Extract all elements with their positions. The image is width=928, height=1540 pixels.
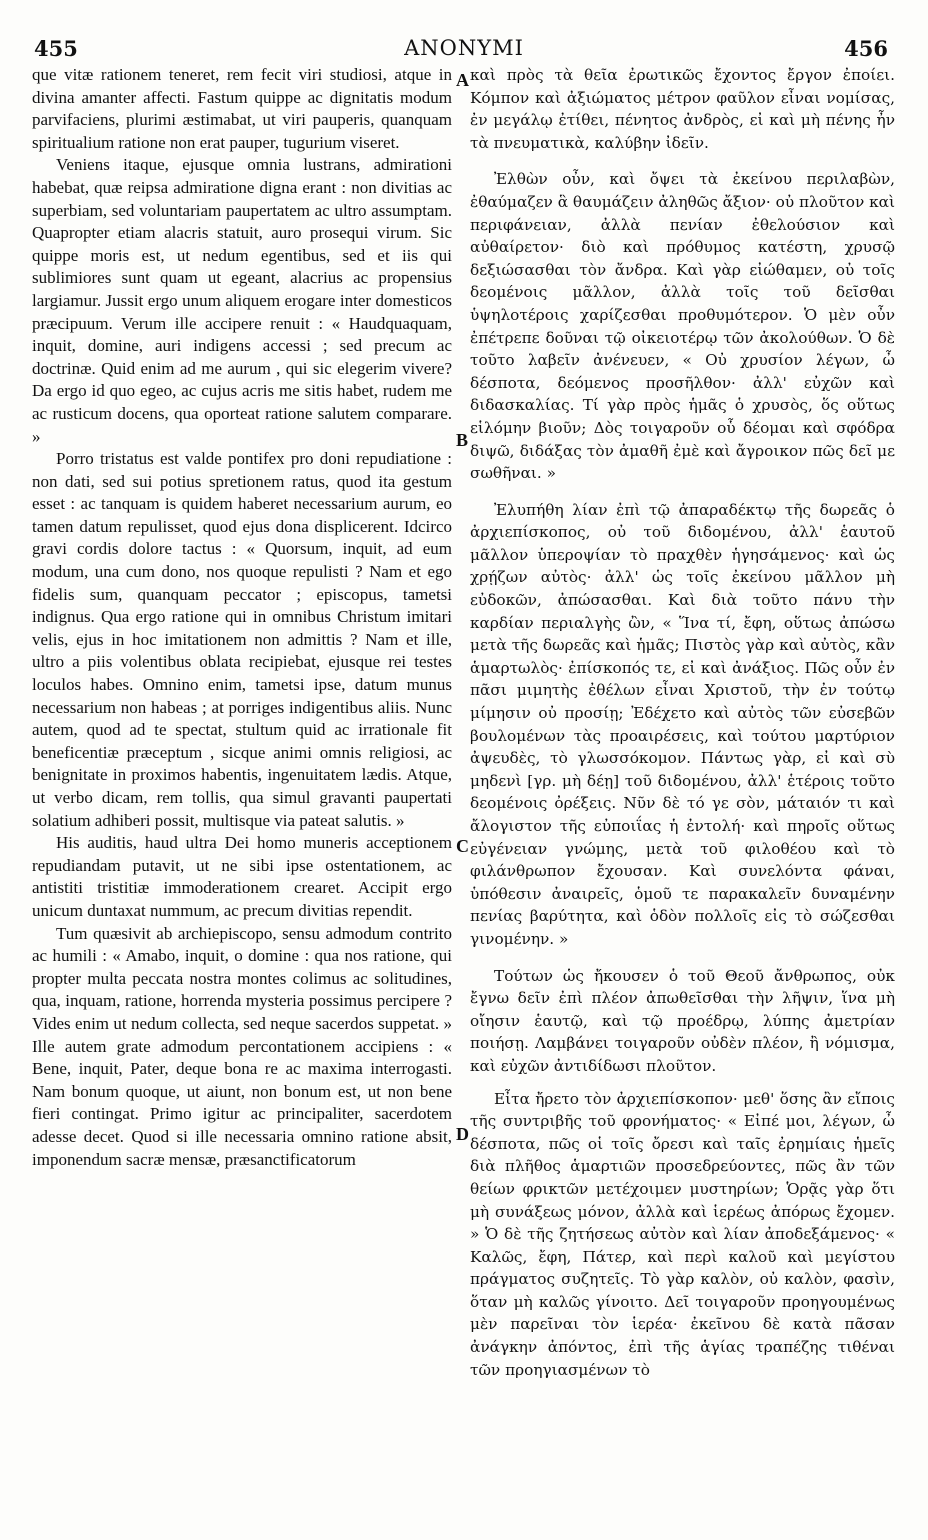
- greek-column: [470, 64, 895, 1381]
- greek-paragraph: Εἶτα ἤρετο τὸν ἀρχιεπίσκοπον· μεθ' ὅσης ἂν εἴποις τῆς συντριβῆς τοῦ φρονήματος· « Εἰπέ μοι, λέγων, ὦ δέσποτα, πῶς οἱ τοῖς ὄρεσι καὶ ταῖς ἐρημίαις ἡμεῖς διὰ πλῆθος ἁμαρτιῶν προσεδρεύοντες, πῶς ἂν τῶν θείων φρικτῶν μετέχοιμεν μυστηρίων; Ὁρᾷς γὰρ ὅτι μὴ συνάξεως μόνον, ἀλλὰ καὶ ἱερέως ἀπόρως ἔχομεν. » Ὁ δὲ τῆς ζητήσεως αὐτὸν καὶ λίαν ἀποδεξάμενος· « Καλῶς, ἔφη, Πάτερ, καὶ περὶ καλοῦ καὶ μεγίστου πράγματος συζητεῖς. Τὸ γὰρ καλὸν, οὐ καλὸν, φασὶν, ὅταν μὴ καλῶς γίνοιτο. Δεῖ τοιγαροῦν προηγουμένως μὲν παρεῖναι τὸν ἱερέα· ἐκεῖνου δὲ κατὰ πᾶσαν ἀνάγκην ἀπόντος, ἐπὶ τῆς ἁγίας τραπέζης τιθέναι τῶν προηγιασμένων τὸ: [470, 1089, 895, 1379]
- latin-paragraph: Veniens itaque, ejusque omnia lustrans, admirationi habebat, quæ reipsa admiratione digna erant : non divitias ac superbiam, sed voluntariam paupertatem ac ultro assumptam. Quapropter etiam alacris statuit, auro prosequi virum. Sic quippe moris est, ut nedum egentibus, sed et iis qui sublimiores sunt quam ut egeant, alacrius ac propensius largiamur. Jussit ergo unum aliquem erogare inter domesticos præcipuum. Verum ille accipere renuit : « Haudquaquam, inquit, domine, auri indigens accessi ; sed precum ac doctrinæ. Quid enim ad me aurum , qui sic elegerim vivere? Da ergo id quo egeo, ac cujus acris me sitis habet, rudem me ac rusticum docens, qua oporteat ratione salutem comparare. »: [32, 155, 452, 446]
- page-number-left: 455: [34, 36, 78, 61]
- greek-paragraph: Ἐλυπήθη λίαν ἐπὶ τῷ ἀπαραδέκτῳ τῆς δωρεᾶς ὁ ἀρχιεπίσκοπος, οὐ τοῦ διδομένου, ἀλλ' ἑαυτοῦ μᾶλλον ὑπεροψίαν τὸ πραχθὲν ἡγησάμενος· καὶ ὡς χρῄζων αὐτὸς· ἀλλ' ὡς τοῖς ἐκείνου μᾶλλον μὴ εὐδοκῶν, ἀπώσασθαι. Καὶ διὰ τοῦτο πάνυ τὴν καρδίαν περιαλγὴς ὢν, « Ἵνα τί, ἔφη, οὕτως ἀπώσω μετὰ τῆς δωρεᾶς καὶ ἡμᾶς; Πιστὸς γὰρ καὶ αὐτὸς, κἂν ἁμαρτωλὸς· ἐπίσκοπός τε, εἰ καὶ ἀνάξιος. Πῶς οὖν ἐν πᾶσι μιμητὴς ἐθέλων εἶναι Χριστοῦ, τὴν ἐν τούτῳ μίμησιν οὐ προσίῃ; Ἐδέχετο καὶ αὐτὸς τῶν εὐσεβῶν βουλομένων τὰς προαιρέσεις, καὶ τούτου μαρτύριον ἀψευδὲς, τὸ γλωσσόκομον. Πάντως γὰρ, εἰ καὶ σὺ μηδενὶ [γρ. μὴ δέῃ] τοῦ διδομένου, ἀλλ' ἑτέροις τοῦτο δεομένοις ὀρέξεις. Νῦν δὲ τό γε σὸν, μάταιόν τι καὶ ἄλογιστον τῆς εὐποιΐας ἡ ἐντολή· καὶ πηροῖς οὕτως εὐγένειαν γνώμης, μετὰ τοῦ φιλοθέου καὶ τὸ φιλάνθρωπον ἔχουσαν. Καὶ συνελόντα φάναι, ὑπόθεσιν ἀναιρεῖς, ὁμοῦ τε παρακαλεῖν δυναμένην πενίας βαρύτητα, καὶ ὁδὸν πολλοῖς εἰς τὸ σώζεσθαι γινομένην. »: [470, 500, 895, 948]
- latin-column: [32, 64, 452, 1171]
- greek-paragraph: καὶ πρὸς τὰ θεῖα ἐρωτικῶς ἔχοντος ἔργον ἐποίει. Κόμπον καὶ ἀξιώματος μέτρον φαῦλον εἶναι νομίσας, ἐν μεγάλῳ ἐτίθει, πένητος ἀνδρὸς, εἰ καὶ μὴ πένης ἦν τὰ πνευματικὰ, καλύβην ἰδεῖν.: [470, 66, 895, 152]
- margin-marker-a: A: [456, 70, 469, 90]
- margin-marker-c: C: [456, 836, 469, 856]
- greek-paragraph: Ἐλθὼν οὖν, καὶ ὄψει τὰ ἐκείνου περιλαβὼν, ἐθαύμαζεν ἃ θαυμάζειν ἀληθῶς ἄξιον· οὐ πλοῦτον καὶ περιφάνειαν, ἀλλὰ πενίαν ἐθελούσιον καὶ αὐθαίρετον· διὸ καὶ πρόθυμος κατέστη, χρυσῷ δεξιώσασθαι τὸν ἄνδρα. Καὶ γὰρ εἰώθαμεν, οὐ τοῖς δεομένοις μᾶλλον, ἀλλὰ τοῖς τοῦ δεῖσθαι ὑψηλοτέροις χαρίζεσθαι προθυμότερον. Ὁ μὲν οὖν ἐπέτρεπε δοῦναι τῷ οἰκειοτέρῳ τῶν ἀκολούθων. Ὁ δὲ τοῦτο λαβεῖν ἀνένευεν, « Οὐ χρυσίον λέγων, ὦ δέσποτα, δεόμενος προσῆλθον· ἀλλ' εὐχῶν καὶ διδασκαλίας. Τί γὰρ πρὸς ἡμᾶς ὁ χρυσὸς, ὅς οὕτως εἱλόμην βιοῦν; Δὸς τοιγαροῦν οὗ δέομαι καὶ σφόδρα διψῶ, διδάξας τὸν ἀμαθῆ ἐμὲ καὶ ἄγροικον πῶς δεῖ με σωθῆναι. »: [470, 170, 896, 483]
- latin-paragraph: His auditis, haud ultra Dei homo muneris acceptionem repudiandam putavit, ut ne sibi ipse ostentationem, ac antistiti tristitiæ immoderationem crearet. Accipit ergo unicum duntaxat nummum, ac precum divitias rependit.: [32, 833, 452, 920]
- latin-paragraph: que vitæ rationem teneret, rem fecit viri studiosi, atque in divina amanter affecti. Fastum quippe ac dignitatis modum parvifaciens, plurimi æstimabat, ut viri pauperis, quanquam spiritualium ratione non erat pauper, tugurium viseret.: [32, 65, 452, 152]
- running-header: [0, 36, 928, 62]
- latin-paragraph: Porro tristatus est valde pontifex pro doni repudiatione : non dati, sed sui potius spretionem ratus, quod ita gestum esset : ac tanquam is quidem haberet necessarium aurum, eo tamen datum repulisset, quod ejus dona displicerent. Idcirco gravi cordis dolore tactus : « Quorsum, inquit, ad eum modum, una cum dono, nos quoque repulisti ? Nam et ego fidelis sum, quanquam peccator ; episcopus, tametsi indignus. Qua ergo ratione qui in omnibus Christum imitari velis, ejus in hoc imitationem non admittis ? Nam et ille, ultro a piis volentibus oblata recipiebat, ejusque rei testes loculos habes. Omnino enim, tametsi ipse, datum munus necessarium non habeas ; at porriges indigentibus aliis. Nunc autem, quod ad te spectat, stultum quid ac irrationale fit beneficentiæ præceptum , sicque animi omnis religiosi, ac benignitate in proximos habentis, ingenuitatem lædis. Atque, ut verbo dicam, rem tollis, qua simul gravanti paupertati solatium adhiberi possit, multisque via pateat salutis. »: [32, 449, 452, 830]
- latin-paragraph: Tum quæsivit ab archiepiscopo, sensu admodum contrito ac humili : « Amabo, inquit, o domine : qua nos ratione, qui propter multa peccata nostra montes colimus ac solitudines, qua, inquam, ratione, horrenda mysteria possimus percipere ? Vides enim ut nedum collecta, sed neque sacerdos suppetat. » Ille autem grate admodum percontationem accipiens : « Bene, inquit, Pater, deque bona re ac maxima interrogasti. Nam bonum quoque, ut aiunt, non bonum est, ut non bene fieri contingat. Primo igitur ac principaliter, sacerdotem adesse decet. Quod si ille necessaria omnino ratione absit, imponendum sacræ mensæ, præsanctificatorum: [32, 923, 452, 1169]
- margin-marker-d: D: [456, 1124, 469, 1144]
- running-title: ANONYMI: [404, 36, 524, 60]
- margin-marker-b: B: [456, 430, 469, 450]
- page-number-right: 456: [844, 36, 888, 61]
- greek-paragraph: Τούτων ὡς ἤκουσεν ὁ τοῦ Θεοῦ ἄνθρωπος, οὐκ ἔγνω δεῖν ἐπὶ πλέον ἀπωθεῖσθαι τὴν λῆψιν, ἵνα μὴ οἴησιν ἑαυτῷ, καὶ τῷ προέδρῳ, λύπης ἀμετρίαν ποιήσῃ. Λαμβάνει τοιγαροῦν οὐδὲν πλέον, ἢ νόμισμα, καὶ εὐχῶν ἀντιδίδωσι πλοῦτον.: [470, 966, 895, 1075]
